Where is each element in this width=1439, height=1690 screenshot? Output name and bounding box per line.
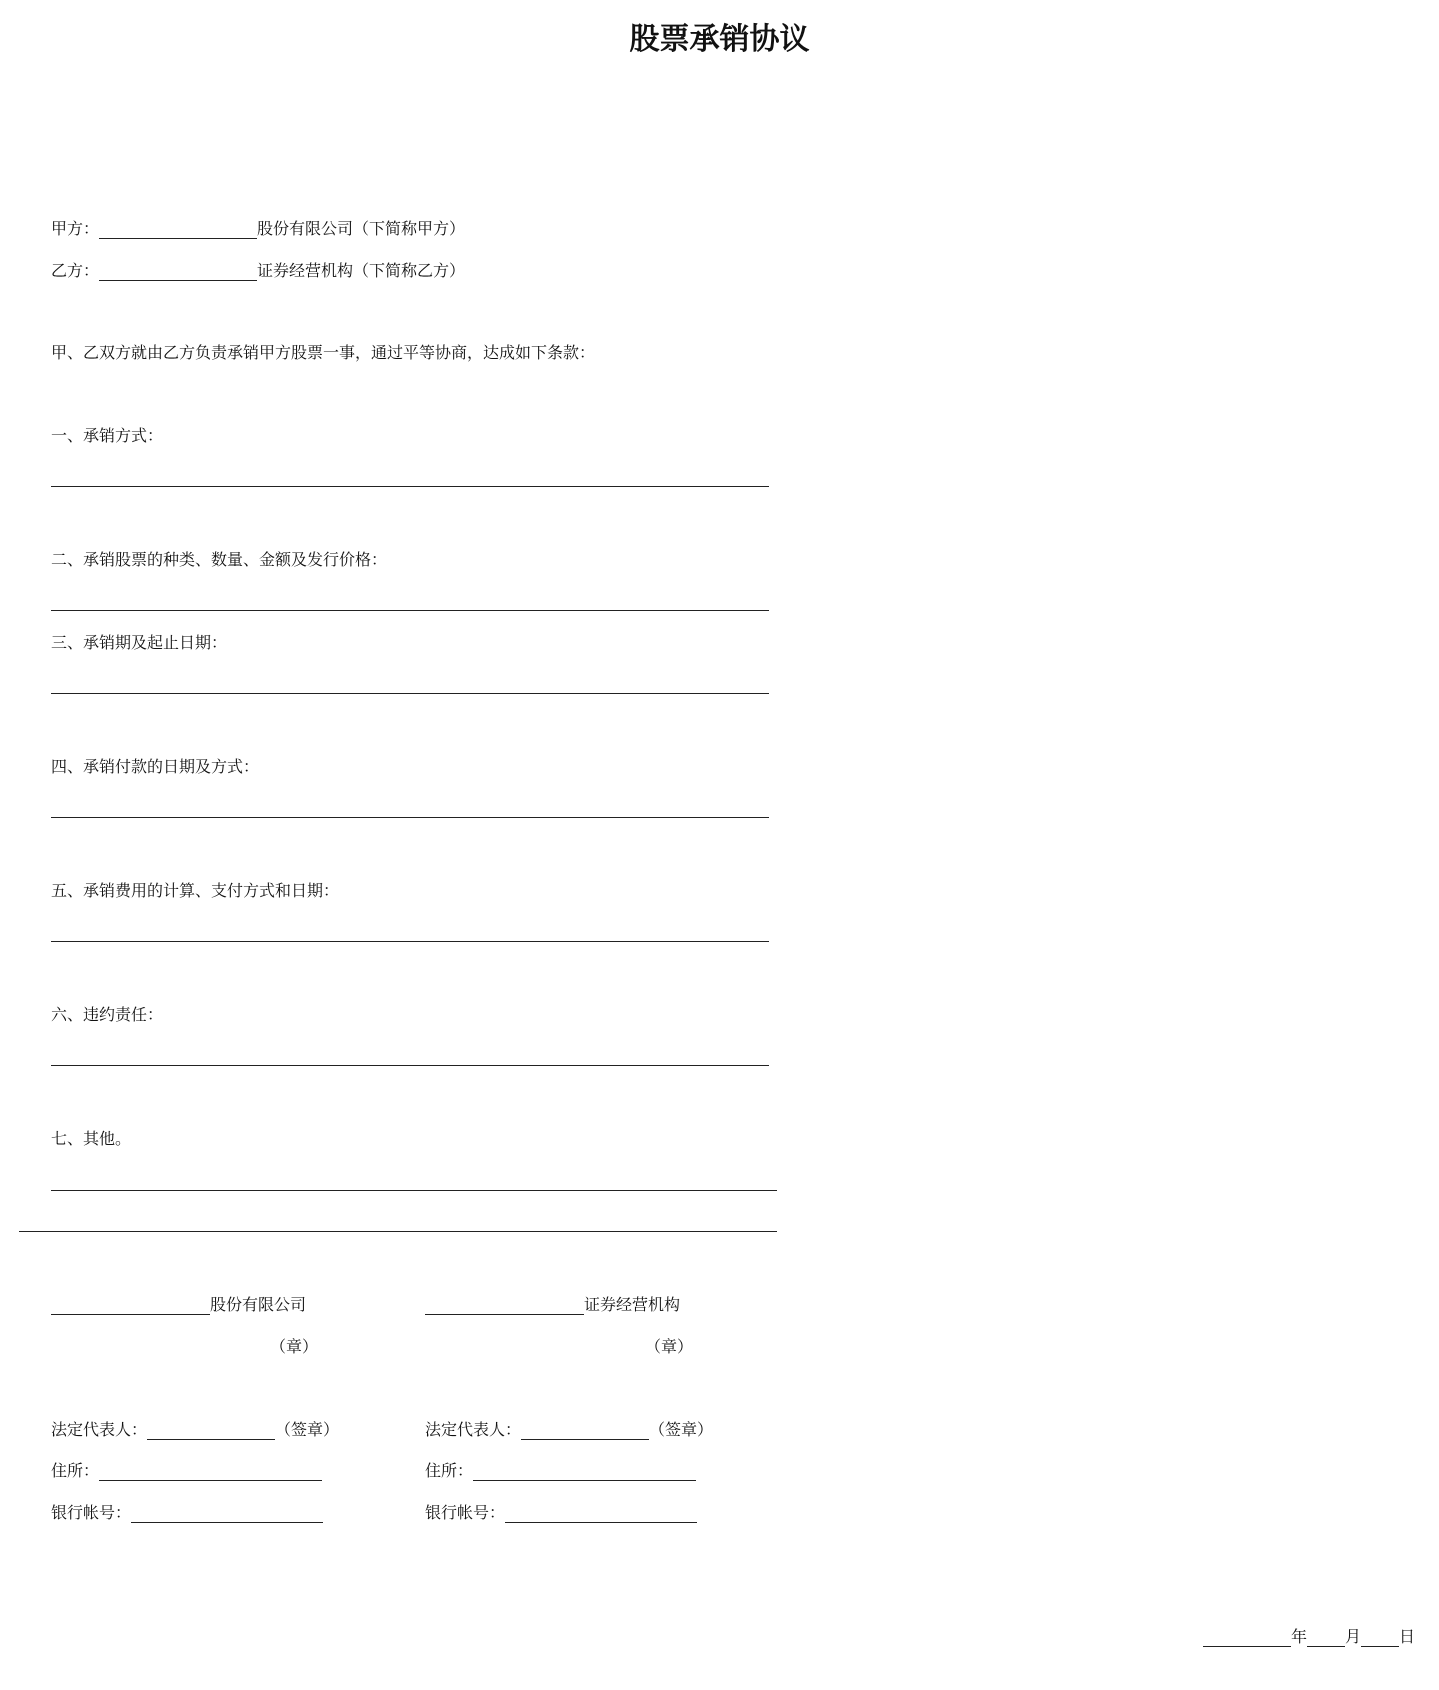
party-b-label: 乙方： [51, 261, 100, 280]
sign-a-bank-field[interactable] [131, 1506, 323, 1523]
sign-a-seal: （章） [270, 1337, 319, 1356]
clause-1-blank-line[interactable] [51, 486, 769, 487]
clause-heading: 五、承销费用的计算、支付方式和日期： [51, 881, 340, 900]
sign-b-rep-field[interactable] [521, 1423, 649, 1440]
section-divider [19, 1231, 777, 1232]
party-a-line [51, 219, 465, 239]
clause-heading: 一、承销方式： [51, 426, 164, 445]
clause-3-blank-line[interactable] [51, 693, 769, 694]
date-month-field[interactable] [1307, 1630, 1345, 1647]
sign-a-company-label: 股份有限公司 [210, 1295, 307, 1314]
sign-a-address-label: 住所： [51, 1461, 100, 1480]
sign-b-rep-line [425, 1420, 713, 1440]
sign-b-seal: （章） [645, 1337, 694, 1356]
date-line [1203, 1627, 1415, 1647]
sign-b-address-line [425, 1461, 696, 1481]
intro-text: 甲、乙双方就由乙方负责承销甲方股票一事，通过平等协商，达成如下条款： [51, 343, 596, 362]
sign-a-rep-field[interactable] [147, 1423, 275, 1440]
sign-b-company-field[interactable] [425, 1298, 584, 1315]
sign-b-bank-field[interactable] [505, 1506, 697, 1523]
clause-4-blank-line[interactable] [51, 817, 769, 818]
clause-heading: 六、违约责任： [51, 1005, 164, 1024]
clause-heading: 四、承销付款的日期及方式： [51, 757, 260, 776]
sign-b-address-label: 住所： [425, 1461, 474, 1480]
party-b-name-field[interactable] [99, 264, 257, 281]
document-title: 股票承销协议 [629, 22, 810, 57]
sign-b-address-field[interactable] [473, 1464, 696, 1481]
party-a-label: 甲方： [51, 219, 100, 238]
sign-a-rep-line [51, 1420, 339, 1440]
clause-6-blank-line[interactable] [51, 1065, 769, 1066]
sign-b-rep-label: 法定代表人： [425, 1420, 522, 1439]
sign-b-company-label: 证券经营机构 [584, 1295, 681, 1314]
date-year-label: 年 [1291, 1627, 1308, 1646]
sign-b-rep-suffix: （签章） [649, 1420, 714, 1439]
sign-a-address-field[interactable] [99, 1464, 322, 1481]
sign-a-bank-label: 银行帐号： [51, 1503, 132, 1522]
date-day-field[interactable] [1361, 1630, 1399, 1647]
sign-a-rep-label: 法定代表人： [51, 1420, 148, 1439]
party-a-name-field[interactable] [99, 222, 257, 239]
sign-b-bank-label: 银行帐号： [425, 1503, 506, 1522]
sign-b-company-line [425, 1295, 680, 1315]
sign-a-address-line [51, 1461, 322, 1481]
clause-heading: 二、承销股票的种类、数量、金额及发行价格： [51, 550, 388, 569]
date-day-label: 日 [1399, 1627, 1416, 1646]
party-a-suffix: 股份有限公司（下简称甲方） [257, 219, 466, 238]
date-year-field[interactable] [1203, 1630, 1291, 1647]
clause-heading: 三、承销期及起止日期： [51, 633, 228, 652]
sign-a-rep-suffix: （签章） [275, 1420, 340, 1439]
date-month-label: 月 [1345, 1627, 1362, 1646]
sign-b-bank-line [425, 1503, 697, 1523]
sign-a-company-line [51, 1295, 306, 1315]
party-b-line [51, 261, 465, 281]
sign-a-bank-line [51, 1503, 323, 1523]
sign-a-company-field[interactable] [51, 1298, 210, 1315]
clause-2-blank-line[interactable] [51, 610, 769, 611]
clause-heading: 七、其他。 [51, 1129, 132, 1148]
party-b-suffix: 证券经营机构（下简称乙方） [257, 261, 466, 280]
clause-7-blank-line[interactable] [51, 1190, 777, 1191]
clause-5-blank-line[interactable] [51, 941, 769, 942]
